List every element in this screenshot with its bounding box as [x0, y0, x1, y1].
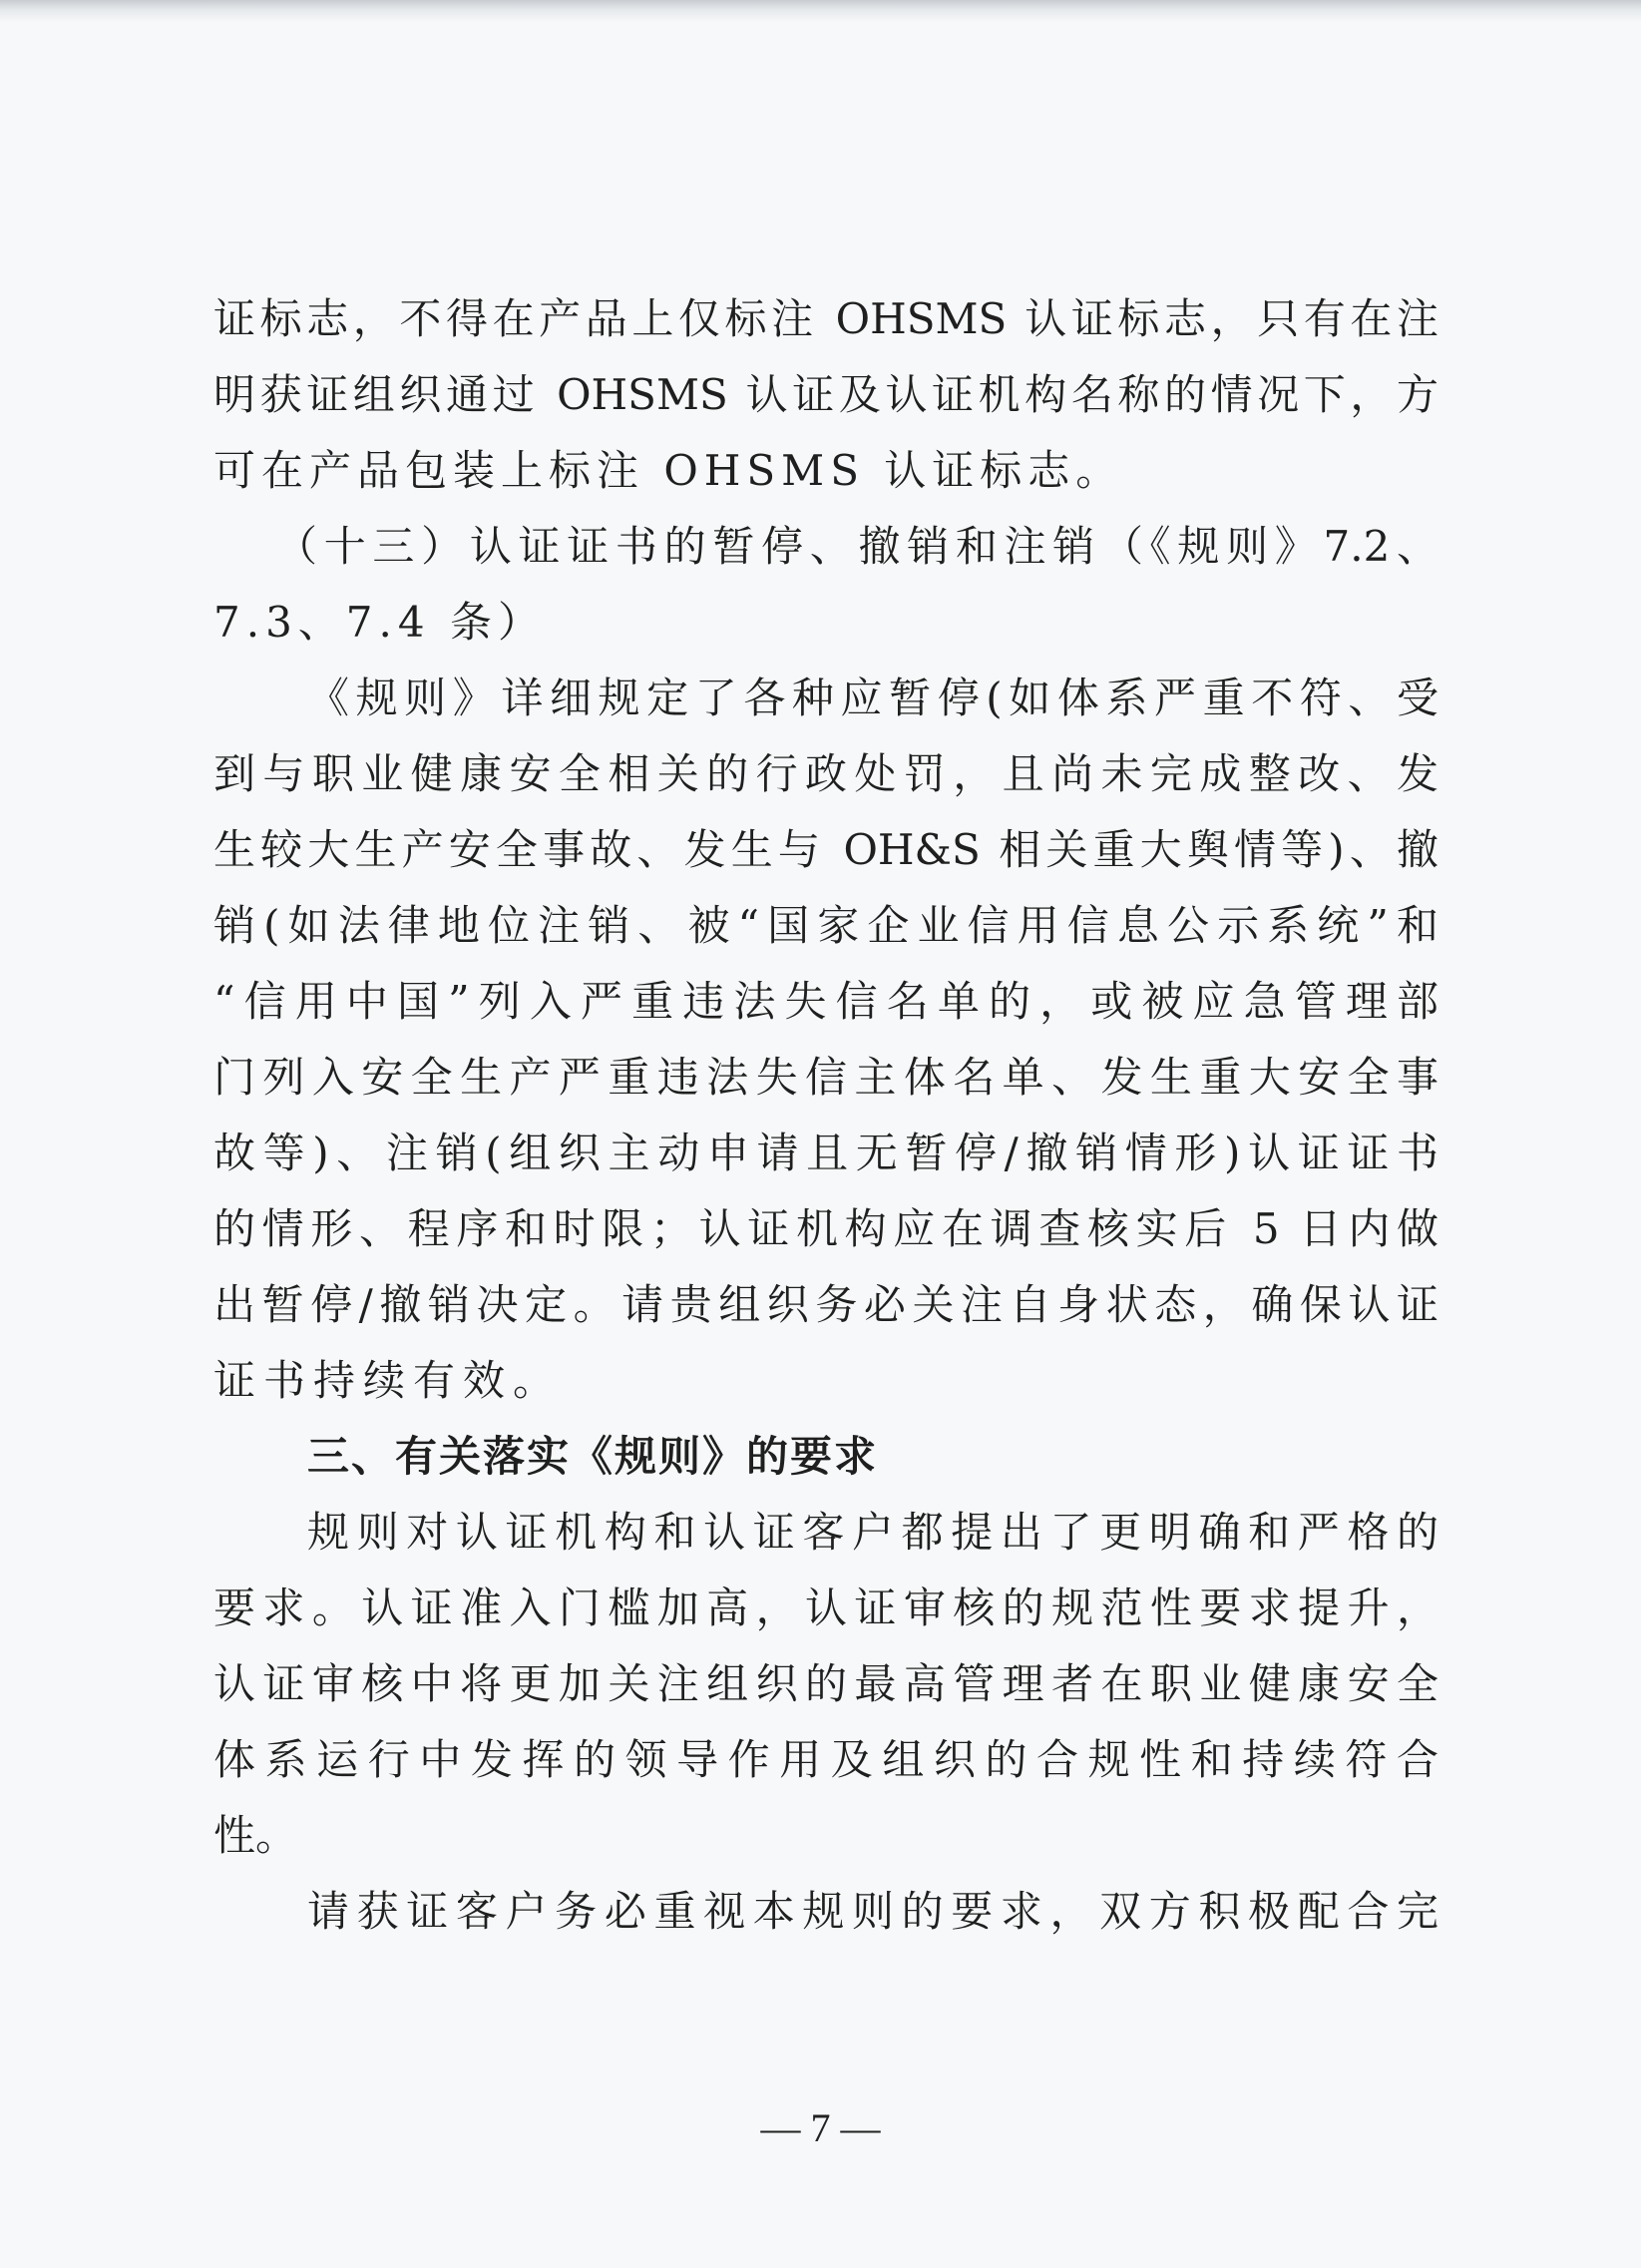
- page-number: — 7 —: [760, 2105, 881, 2150]
- paragraph-line: 生较大生产安全事故、发生与 OH&S 相关重大舆情等)、撤: [213, 825, 1438, 874]
- paragraph-line: 可在产品包装上标注 OHSMS 认证标志。: [213, 446, 1124, 495]
- paragraph-line: 性。: [213, 1811, 298, 1860]
- document-body: [213, 281, 1438, 1950]
- paragraph-line: 故等)、注销(组织主动申请且无暂停/撤销情形)认证证书: [213, 1129, 1438, 1177]
- paragraph-line: 体系运行中发挥的领导作用及组织的合规性和持续符合: [213, 1735, 1438, 1784]
- paragraph-line: 销(如法律地位注销、被“国家企业信用信息公示系统”和: [213, 901, 1438, 950]
- paragraph-line: 规则对认证机构和认证客户都提出了更明确和严格的: [307, 1508, 1438, 1557]
- section-subheading-line: 7.3、7.4 条）: [213, 598, 546, 647]
- paragraph-line: 要求。认证准入门槛加高，认证审核的规范性要求提升，: [213, 1584, 1438, 1632]
- paragraph-line: “信用中国”列入严重违法失信名单的，或被应急管理部: [213, 977, 1438, 1026]
- section-subheading-line: （十三）认证证书的暂停、撤销和注销（《规则》7.2、: [275, 522, 1438, 571]
- paragraph-line: 明获证组织通过 OHSMS 认证及认证机构名称的情况下，方: [213, 370, 1438, 419]
- paragraph-line: 到与职业健康安全相关的行政处罚，且尚未完成整改、发: [213, 749, 1438, 798]
- paragraph-line: 《规则》详细规定了各种应暂停(如体系严重不符、受: [307, 674, 1438, 722]
- scan-edge: [0, 0, 1641, 22]
- paragraph-line: 证标志，不得在产品上仅标注 OHSMS 认证标志，只有在注: [213, 294, 1438, 343]
- paragraph-line: 门列入安全生产严重违法失信主体名单、发生重大安全事: [213, 1053, 1438, 1102]
- paragraph-line: 请获证客户务必重视本规则的要求，双方积极配合完: [307, 1887, 1438, 1936]
- paragraph-line: 出暂停/撤销决定。请贵组织务必关注自身状态，确保认证: [213, 1280, 1438, 1329]
- paragraph-line: 证书持续有效。: [213, 1356, 564, 1405]
- section-heading: 三、有关落实《规则》的要求: [307, 1432, 879, 1481]
- paragraph-line: 的情形、程序和时限；认证机构应在调查核实后 5 日内做: [213, 1204, 1438, 1253]
- paragraph-line: 认证审核中将更加关注组织的最高管理者在职业健康安全: [213, 1659, 1438, 1708]
